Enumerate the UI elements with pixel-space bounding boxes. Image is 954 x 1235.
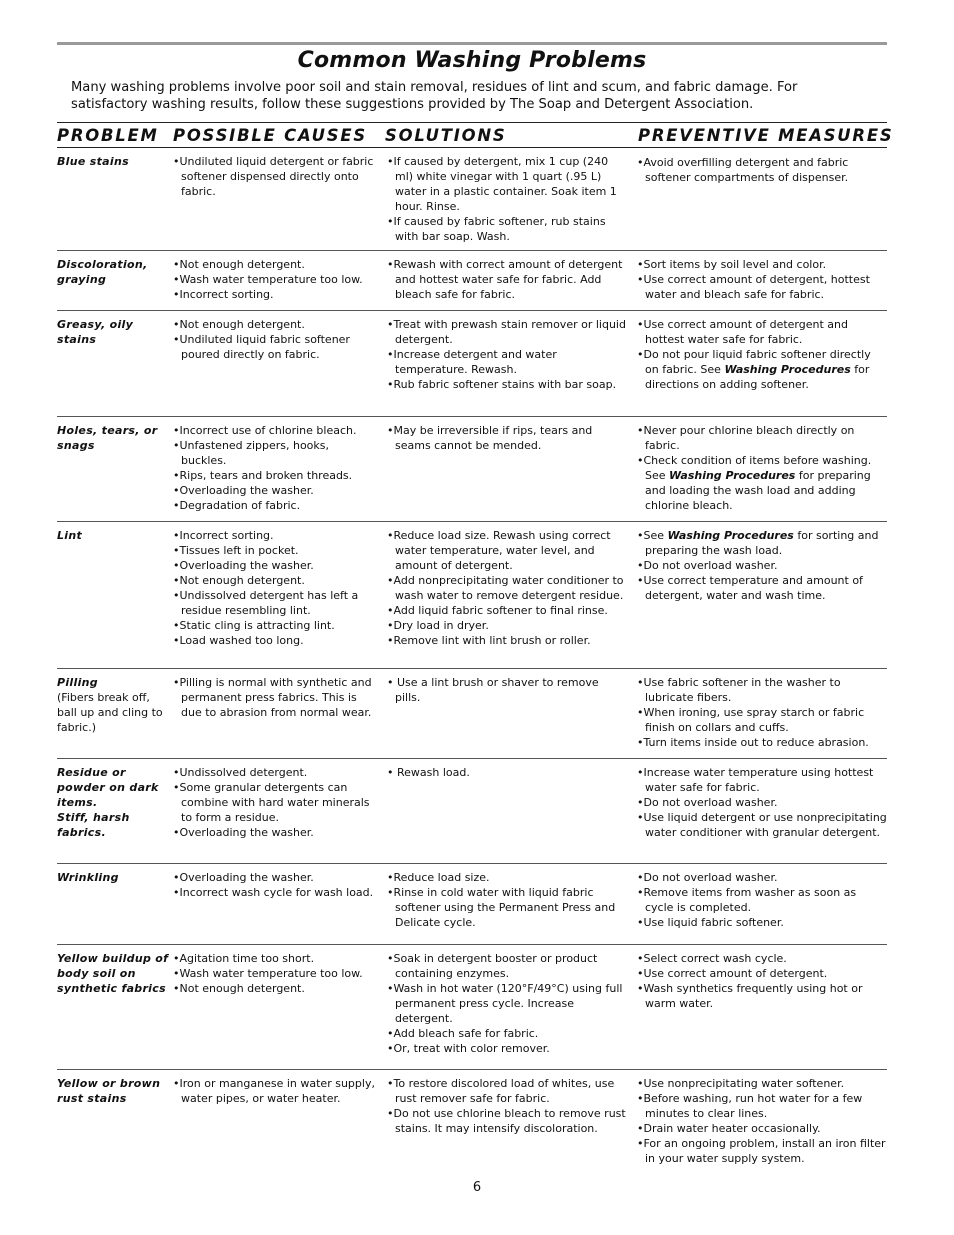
solutions-list bbox=[387, 675, 627, 705]
cause-item: • Overloading the washer. bbox=[173, 825, 375, 840]
solution-item: • Do not use chlorine bleach to remove rust stains. It may intensify discoloration. bbox=[387, 1106, 627, 1136]
solution-item: • Rewash load. bbox=[387, 765, 627, 780]
preventive-item: • Select correct wash cycle. bbox=[637, 951, 887, 966]
preventive-item: • Never pour chlorine bleach directly on fabric. bbox=[637, 423, 887, 453]
solutions-list bbox=[387, 528, 627, 648]
preventive-item: • For an ongoing problem, install an iron filter in your water supply system. bbox=[637, 1136, 887, 1166]
causes-list bbox=[173, 765, 375, 840]
causes-list bbox=[173, 423, 375, 513]
preventive-list bbox=[637, 870, 887, 930]
problem-name: Greasy, oily stains bbox=[57, 318, 134, 346]
preventive-item: • Check condition of items before washing. See Washing Procedures for preparing and loading the wash load and adding chlorine bleach. bbox=[637, 453, 887, 513]
cause-item: • Iron or manganese in water supply, water pipes, or water heater. bbox=[173, 1076, 375, 1106]
cause-item: • Overloading the washer. bbox=[173, 870, 375, 885]
solution-item: • Increase detergent and water temperature. Rewash. bbox=[387, 347, 627, 377]
solution-item: • Use a lint brush or shaver to remove pills. bbox=[387, 675, 627, 705]
preventive-list bbox=[637, 155, 887, 185]
solutions-list bbox=[387, 154, 627, 244]
table-header bbox=[57, 123, 894, 147]
preventive-item: • Use correct amount of detergent and hottest water safe for fabric. bbox=[637, 317, 887, 347]
washing-procedures-ref: Washing Procedures bbox=[667, 529, 794, 542]
solution-item: • Soak in detergent booster or product containing enzymes. bbox=[387, 951, 627, 981]
problem-name-secondary: Stiff, harsh fabrics. bbox=[57, 811, 130, 839]
problem-name: Wrinkling bbox=[57, 871, 119, 884]
preventive-item: • Before washing, run hot water for a few minutes to clear lines. bbox=[637, 1091, 887, 1121]
cause-item: • Degradation of fabric. bbox=[173, 498, 375, 513]
problem-name: Holes, tears, or snags bbox=[57, 424, 158, 452]
cause-item: • Incorrect sorting. bbox=[173, 287, 375, 302]
solution-item: • To restore discolored load of whites, use rust remover safe for fabric. bbox=[387, 1076, 627, 1106]
preventive-item: • Use fabric softener in the washer to lubricate fibers. bbox=[637, 675, 887, 705]
cause-item: • Not enough detergent. bbox=[173, 981, 375, 996]
problem-cell bbox=[57, 154, 171, 169]
preventive-item: • Use correct amount of detergent, hottest water and bleach safe for fabric. bbox=[637, 272, 887, 302]
solutions-list bbox=[387, 1076, 627, 1136]
cause-item: • Undissolved detergent has left a residue resembling lint. bbox=[173, 588, 375, 618]
cause-item: • Unfastened zippers, hooks, buckles. bbox=[173, 438, 375, 468]
cause-item: • Not enough detergent. bbox=[173, 573, 375, 588]
causes-list bbox=[173, 154, 375, 199]
cause-item: • Pilling is normal with synthetic and permanent press fabrics. This is due to abrasion from normal wear. bbox=[173, 675, 375, 720]
preventive-list bbox=[637, 257, 887, 302]
preventive-item: • Use correct temperature and amount of detergent, water and wash time. bbox=[637, 573, 887, 603]
causes-list bbox=[173, 317, 375, 362]
cause-item: • Incorrect use of chlorine bleach. bbox=[173, 423, 375, 438]
table-row bbox=[57, 417, 887, 522]
preventive-list bbox=[637, 317, 887, 392]
cause-item: • Undiluted liquid detergent or fabric softener dispensed directly onto fabric. bbox=[173, 154, 375, 199]
top-rule bbox=[57, 42, 887, 45]
cause-item: • Overloading the washer. bbox=[173, 483, 375, 498]
problem-name: Lint bbox=[57, 529, 83, 542]
page-number: 6 bbox=[472, 1180, 482, 1195]
preventive-item: • Use liquid detergent or use nonprecipitating water conditioner with granular detergent. bbox=[637, 810, 887, 840]
preventive-list bbox=[637, 675, 887, 750]
preventive-item: • Remove items from washer as soon as cycle is completed. bbox=[637, 885, 887, 915]
causes-list bbox=[173, 951, 375, 996]
cause-item: • Overloading the washer. bbox=[173, 558, 375, 573]
problem-name: Residue or powder on dark items. bbox=[57, 766, 159, 809]
cause-item: • Undiluted liquid fabric softener poured directly on fabric. bbox=[173, 332, 375, 362]
preventive-item: • See Washing Procedures for sorting and preparing the wash load. bbox=[637, 528, 887, 558]
cause-item: • Undissolved detergent. bbox=[173, 765, 375, 780]
solution-item: • Dry load in dryer. bbox=[387, 618, 627, 633]
causes-list bbox=[173, 1076, 375, 1106]
preventive-item: • Sort items by soil level and color. bbox=[637, 257, 887, 272]
header-preventive-measures: PREVENTIVE MEASURES bbox=[638, 126, 894, 145]
solution-item: • May be irreversible if rips, tears and seams cannot be mended. bbox=[387, 423, 627, 453]
cause-item: • Not enough detergent. bbox=[173, 257, 375, 272]
cause-item: • Rips, tears and broken threads. bbox=[173, 468, 375, 483]
cause-item: • Load washed too long. bbox=[173, 633, 375, 648]
preventive-list bbox=[637, 765, 887, 840]
solutions-list bbox=[387, 257, 627, 302]
problem-cell bbox=[57, 528, 171, 543]
preventive-item: • When ironing, use spray starch or fabric finish on collars and cuffs. bbox=[637, 705, 887, 735]
problem-cell bbox=[57, 765, 171, 840]
washing-procedures-ref: Washing Procedures bbox=[669, 469, 796, 482]
page-title: Common Washing Problems bbox=[297, 48, 647, 73]
solution-item: • Wash in hot water (120°F/49°C) using full permanent press cycle. Increase detergent. bbox=[387, 981, 627, 1026]
table-row bbox=[57, 1070, 887, 1174]
solution-item: • Reduce load size. Rewash using correct water temperature, water level, and amount of detergent. bbox=[387, 528, 627, 573]
preventive-item: • Use correct amount of detergent. bbox=[637, 966, 887, 981]
solution-item: • Rub fabric softener stains with bar soap. bbox=[387, 377, 627, 392]
solutions-list bbox=[387, 423, 627, 453]
table-row bbox=[57, 864, 887, 945]
table-row bbox=[57, 759, 887, 864]
solution-item: • Reduce load size. bbox=[387, 870, 627, 885]
preventive-item: • Drain water heater occasionally. bbox=[637, 1121, 887, 1136]
preventive-item: • Use nonprecipitating water softener. bbox=[637, 1076, 887, 1091]
preventive-list bbox=[637, 1076, 887, 1166]
preventive-item: • Wash synthetics frequently using hot or warm water. bbox=[637, 981, 887, 1011]
causes-list bbox=[173, 257, 375, 302]
preventive-item: • Increase water temperature using hottest water safe for fabric. bbox=[637, 765, 887, 795]
preventive-list bbox=[637, 951, 887, 1011]
problem-cell bbox=[57, 675, 171, 735]
cause-item: • Wash water temperature too low. bbox=[173, 966, 375, 981]
intro-paragraph: Many washing problems involve poor soil and stain removal, residues of lint and scum, and fabric damage. For satisfactory washing results, follow these suggestions provided by The Soap and Detergent Association. bbox=[71, 80, 798, 112]
header-solutions: SOLUTIONS bbox=[385, 126, 507, 145]
solution-item: • If caused by fabric softener, rub stains with bar soap. Wash. bbox=[387, 214, 627, 244]
problem-cell bbox=[57, 317, 171, 347]
cause-item: • Not enough detergent. bbox=[173, 317, 375, 332]
problem-name: Yellow or brown rust stains bbox=[57, 1077, 161, 1105]
problem-cell bbox=[57, 951, 171, 996]
problem-note: (Fibers break off, ball up and cling to fabric.) bbox=[57, 691, 163, 734]
solution-item: • Rewash with correct amount of detergent and hottest water safe for fabric. Add bleach safe for fabric. bbox=[387, 257, 627, 302]
solution-item: • Add bleach safe for fabric. bbox=[387, 1026, 627, 1041]
solutions-list bbox=[387, 765, 627, 780]
solutions-list bbox=[387, 870, 627, 930]
preventive-list bbox=[637, 528, 887, 603]
header-problem: PROBLEM bbox=[57, 126, 159, 145]
cause-item: • Tissues left in pocket. bbox=[173, 543, 375, 558]
causes-list bbox=[173, 528, 375, 648]
preventive-item: • Use liquid fabric softener. bbox=[637, 915, 887, 930]
preventive-item: • Do not overload washer. bbox=[637, 870, 887, 885]
solution-item: • Add nonprecipitating water conditioner to wash water to remove detergent residue. bbox=[387, 573, 627, 603]
table-row bbox=[57, 522, 887, 669]
problem-cell bbox=[57, 870, 171, 885]
problem-name: Pilling bbox=[57, 676, 98, 689]
preventive-item: • Do not overload washer. bbox=[637, 558, 887, 573]
solutions-list bbox=[387, 317, 627, 392]
cause-item: • Incorrect sorting. bbox=[173, 528, 375, 543]
table-row bbox=[57, 311, 887, 417]
table-row bbox=[57, 251, 887, 311]
cause-item: • Wash water temperature too low. bbox=[173, 272, 375, 287]
solution-item: • Treat with prewash stain remover or liquid detergent. bbox=[387, 317, 627, 347]
table-row bbox=[57, 669, 887, 759]
preventive-list bbox=[637, 423, 887, 513]
preventive-item: • Do not overload washer. bbox=[637, 795, 887, 810]
problem-name: Discoloration, graying bbox=[57, 258, 148, 286]
document-page bbox=[57, 42, 894, 1174]
solution-item: • Remove lint with lint brush or roller. bbox=[387, 633, 627, 648]
problem-name: Blue stains bbox=[57, 155, 129, 168]
problem-name: Yellow buildup of body soil on synthetic fabrics bbox=[57, 952, 169, 995]
solutions-list bbox=[387, 951, 627, 1056]
preventive-item: • Avoid overfilling detergent and fabric softener compartments of dispenser. bbox=[637, 155, 887, 185]
washing-procedures-ref: Washing Procedures bbox=[724, 363, 851, 376]
solution-item: • Add liquid fabric softener to final rinse. bbox=[387, 603, 627, 618]
cause-item: • Static cling is attracting lint. bbox=[173, 618, 375, 633]
preventive-item: • Do not pour liquid fabric softener directly on fabric. See Washing Procedures for directions on adding softener. bbox=[637, 347, 887, 392]
causes-list bbox=[173, 675, 375, 720]
problem-cell bbox=[57, 257, 171, 287]
header-possible-causes: POSSIBLE CAUSES bbox=[173, 126, 368, 145]
table-row bbox=[57, 945, 887, 1070]
cause-item: • Agitation time too short. bbox=[173, 951, 375, 966]
cause-item: • Incorrect wash cycle for wash load. bbox=[173, 885, 375, 900]
cause-item: • Some granular detergents can combine with hard water minerals to form a residue. bbox=[173, 780, 375, 825]
causes-list bbox=[173, 870, 375, 900]
problem-cell bbox=[57, 423, 171, 453]
preventive-item: • Turn items inside out to reduce abrasion. bbox=[637, 735, 887, 750]
problem-cell bbox=[57, 1076, 171, 1106]
solution-item: • Or, treat with color remover. bbox=[387, 1041, 627, 1056]
solution-item: • Rinse in cold water with liquid fabric softener using the Permanent Press and Delicate cycle. bbox=[387, 885, 627, 930]
table-row bbox=[57, 148, 887, 251]
solution-item: • If caused by detergent, mix 1 cup (240 ml) white vinegar with 1 quart (.95 L) water in a plastic container. Soak item 1 hour. Rinse. bbox=[387, 154, 627, 214]
